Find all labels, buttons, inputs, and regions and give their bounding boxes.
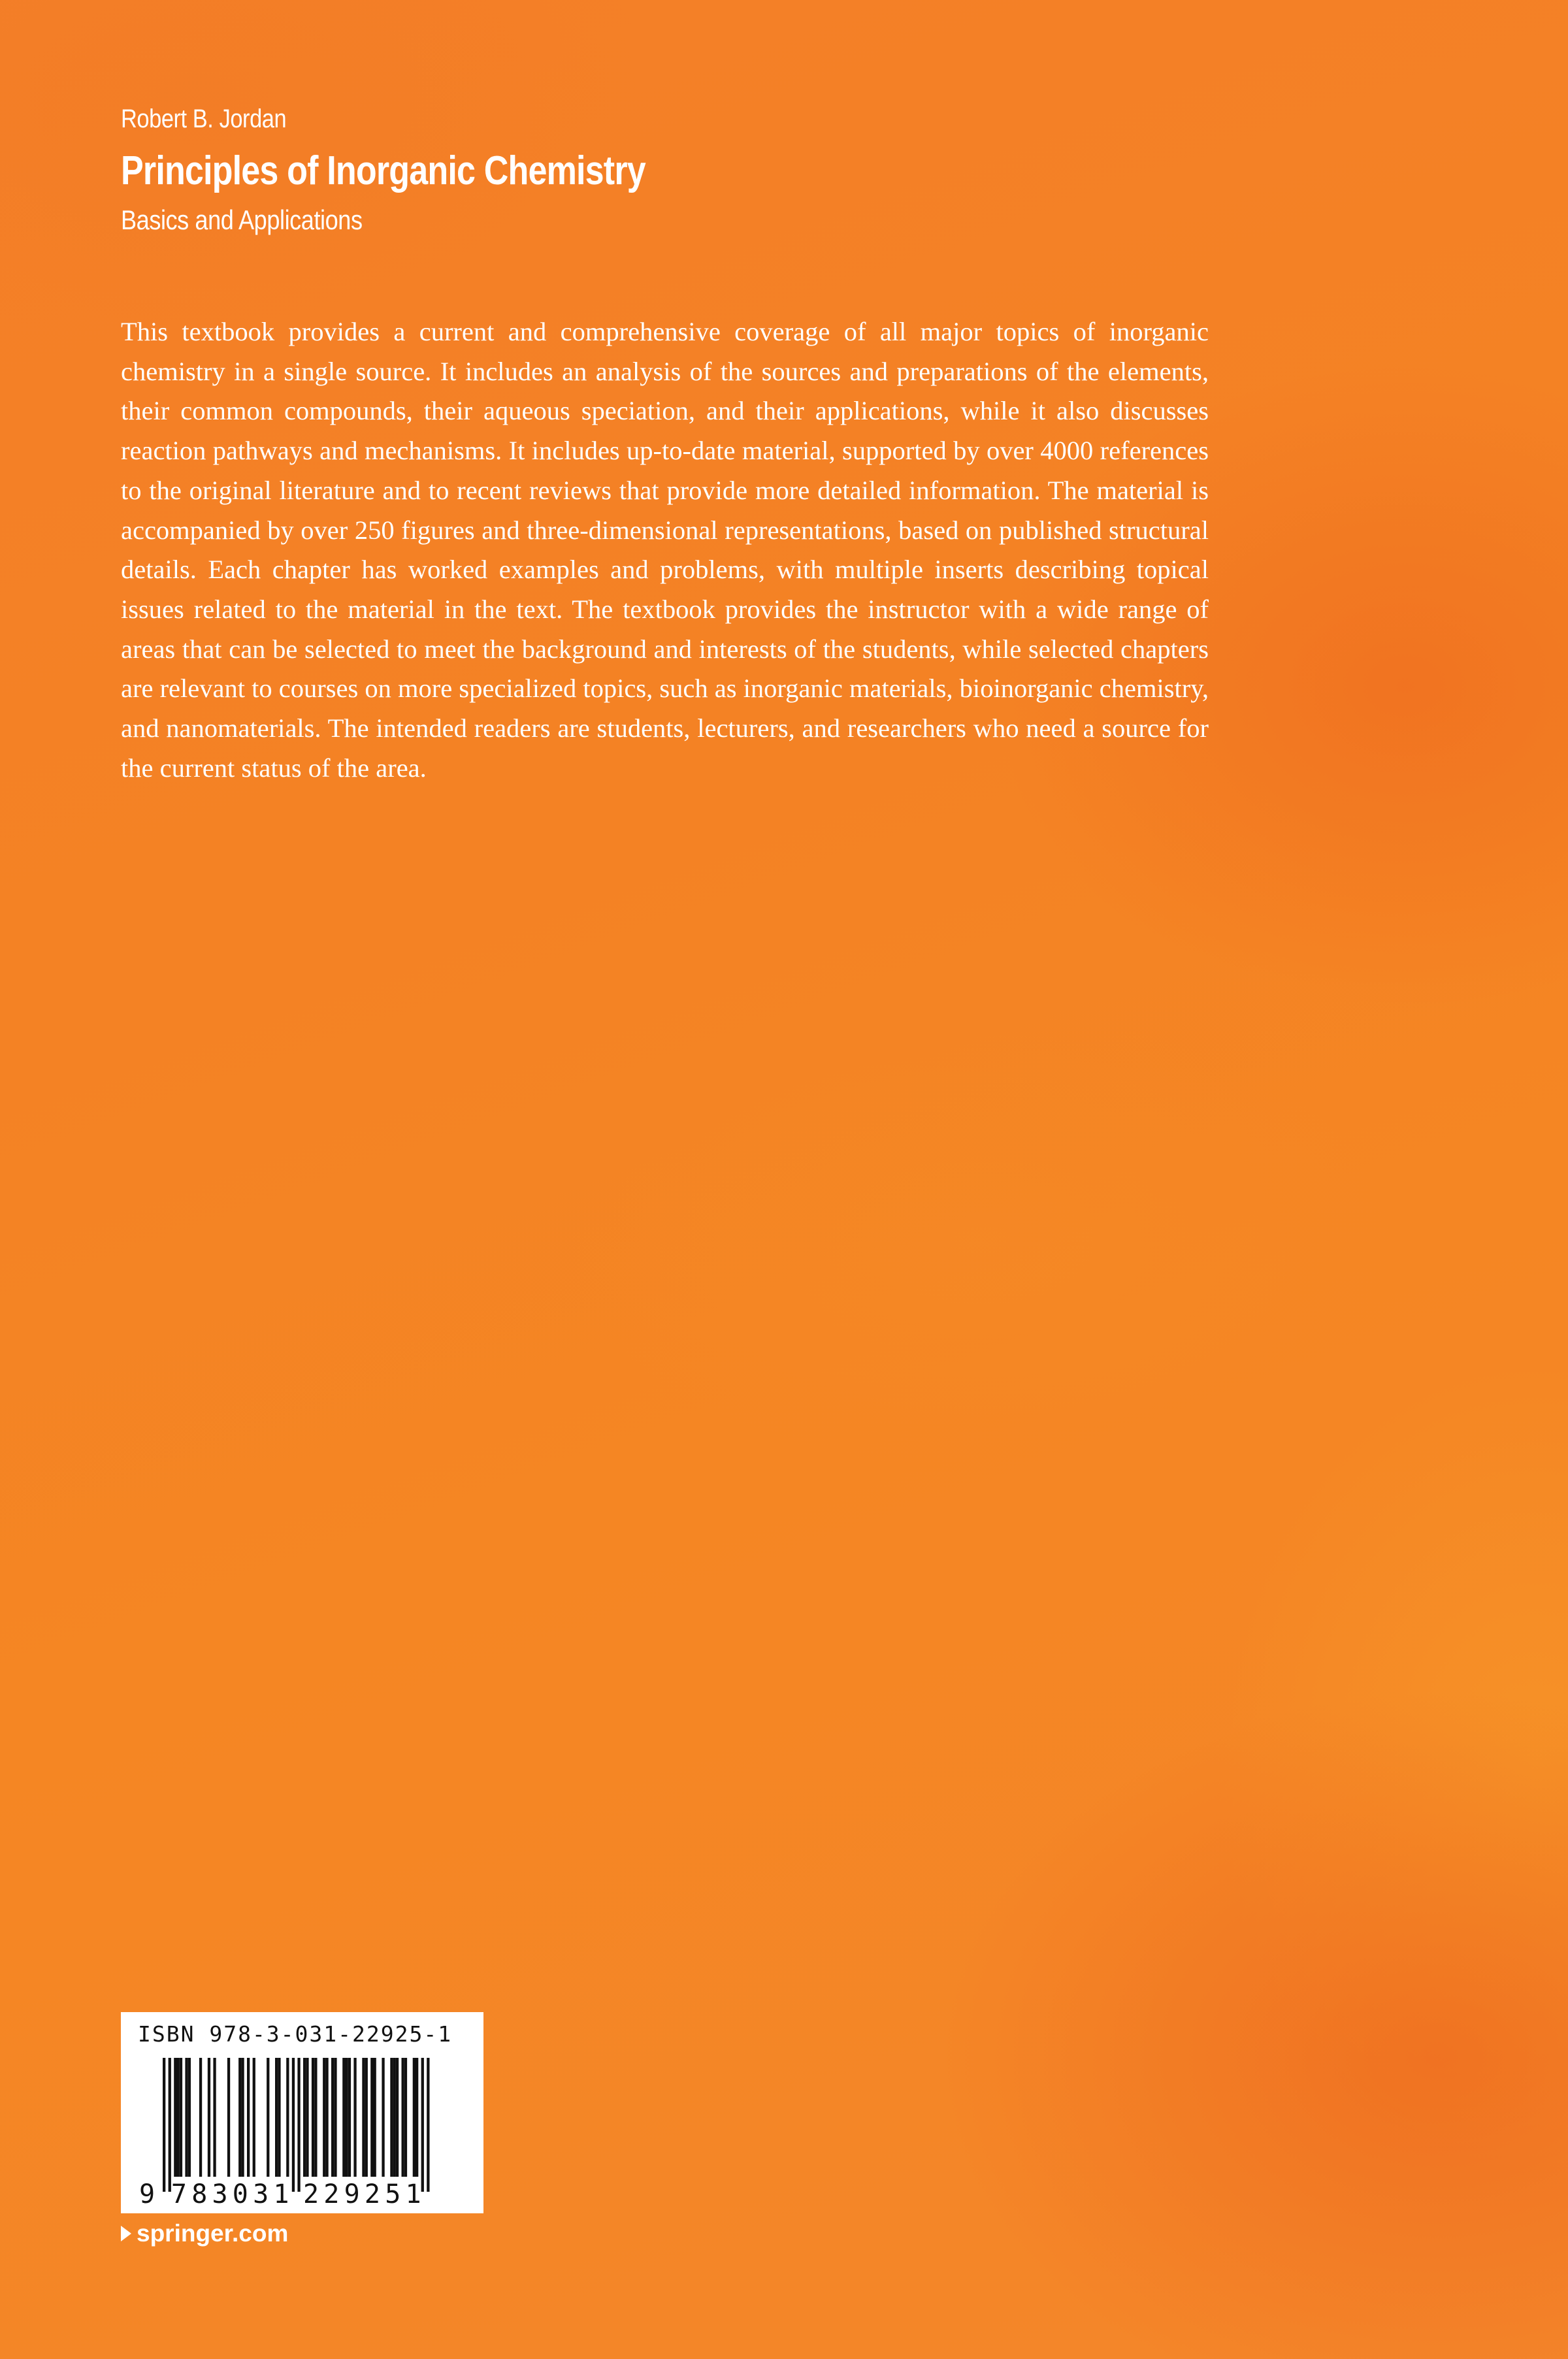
barcode-guard-bar [163, 2058, 165, 2192]
barcode-bar [185, 2058, 188, 2177]
barcode-bar [267, 2058, 269, 2177]
barcode-bar [362, 2058, 365, 2177]
barcode-bar [208, 2058, 210, 2177]
barcode-bar [227, 2058, 230, 2177]
barcode-bar [346, 2058, 348, 2177]
barcode-bar [286, 2058, 289, 2177]
barcode-bar [174, 2058, 176, 2177]
barcode-first-digit: 9 [139, 2179, 155, 2208]
barcode-bar [416, 2058, 418, 2177]
barcode-bar [325, 2058, 328, 2177]
barcode-bar [241, 2058, 244, 2177]
barcode-bar [180, 2058, 182, 2177]
barcode-guard-bar [421, 2058, 424, 2192]
isbn-label: ISBN 978-3-031-22925-1 [138, 2021, 453, 2047]
barcode-bar [348, 2058, 351, 2177]
barcode-bar [275, 2058, 278, 2177]
barcode-left-digits: 783031 [171, 2179, 289, 2208]
barcode-guard-bar [297, 2058, 300, 2192]
barcode-bar [323, 2058, 325, 2177]
barcode-bar [382, 2058, 384, 2177]
book-description: This textbook provides a current and comprehensive coverage of all major topics of inorganic chemistry in a single source. It includes an analysis of the sources and preparations of the elements, their common compounds, their aqueous speciation, and their applications, while it also discusses reaction pathways and mechanisms. It includes up-to-date material, supported by over 4000 references to the original literature and to recent reviews that provide more detailed information. The material is accompanied by over 250 figures and three-dimensional representations, based on published structural details. Each chapter has worked examples and problems, with multiple inserts describing topical issues related to the material in the text. The textbook provides the instructor with a wide range of areas that can be selected to meet the background and interests of the students, while selected chapters are relevant to courses on more specialized topics, such as inorganic materials, bioinorganic chemistry, and nanomaterials. The intended readers are students, lecturers, and researchers who need a source for the current status of the area. [121, 317, 1209, 783]
barcode-bar [404, 2058, 407, 2177]
barcode-bar [314, 2058, 317, 2177]
barcode-bar [177, 2058, 180, 2177]
author-name: Robert B. Jordan [121, 105, 287, 133]
barcode-bar [393, 2058, 396, 2177]
barcode-bar [413, 2058, 416, 2177]
springer-website-label: springer.com [137, 2220, 289, 2247]
barcode-bar [365, 2058, 368, 2177]
barcode-right-digits: 229251 [303, 2179, 421, 2208]
barcode-bar [342, 2058, 345, 2177]
barcode-bar [331, 2058, 334, 2177]
barcode-bar [396, 2058, 399, 2177]
barcode-bar [238, 2058, 241, 2177]
barcode-bar [278, 2058, 280, 2177]
play-arrow-icon [121, 2226, 131, 2241]
barcode-bar [306, 2058, 308, 2177]
barcode-bar [199, 2058, 202, 2177]
barcode-bar [253, 2058, 255, 2177]
barcode-bar [303, 2058, 306, 2177]
springer-website-link[interactable] [121, 2220, 288, 2247]
barcode-bar [390, 2058, 393, 2177]
barcode-bar [374, 2058, 376, 2177]
barcode-bar [188, 2058, 191, 2177]
barcode-bar [402, 2058, 404, 2177]
barcode-bar [213, 2058, 216, 2177]
barcode-guard-bar [427, 2058, 429, 2192]
barcode-bar [247, 2058, 250, 2177]
barcode-image [139, 2058, 466, 2208]
barcode-bar [353, 2058, 356, 2177]
barcode-bar [370, 2058, 373, 2177]
barcode-bar [312, 2058, 314, 2177]
book-title: Principles of Inorganic Chemistry [121, 148, 645, 193]
barcode-bar [334, 2058, 336, 2177]
barcode-guard-bar [292, 2058, 295, 2192]
barcode-guard-bar [169, 2058, 171, 2192]
book-subtitle: Basics and Applications [121, 204, 363, 235]
isbn-barcode [121, 2012, 483, 2213]
